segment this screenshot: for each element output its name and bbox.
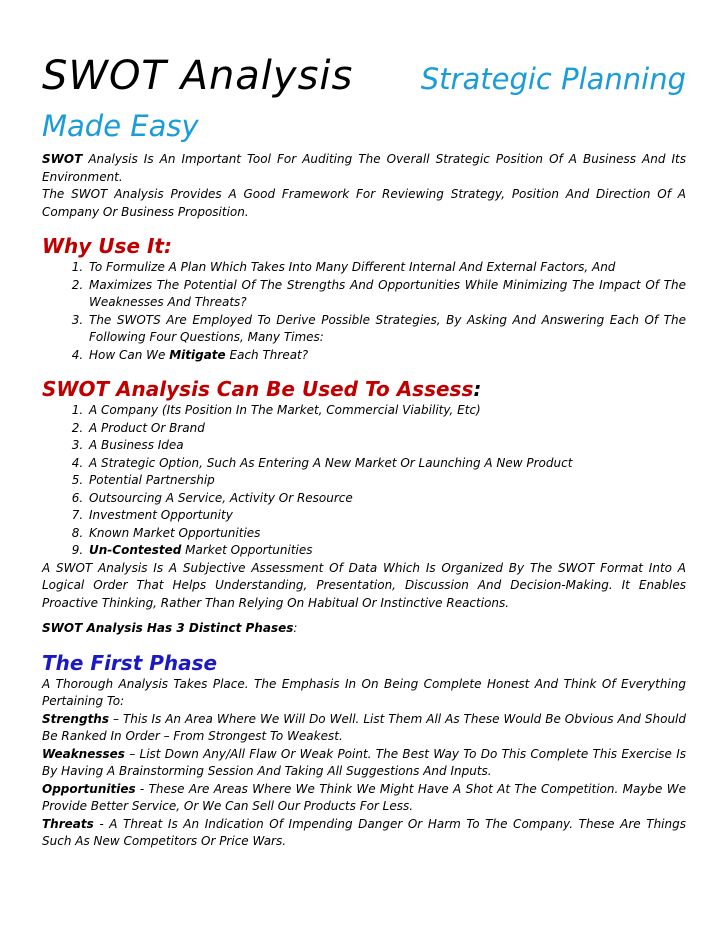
weaknesses-label: Weaknesses [42, 746, 125, 761]
list-item: 1. To Formulize A Plan Which Takes Into Many Different Internal And External Factors, And [87, 259, 686, 277]
list-item: 5. Potential Partnership [87, 472, 686, 490]
phases-bold: SWOT Analysis Has 3 Distinct Phases [42, 621, 294, 635]
opportunities-text: - These Are Areas Where We Think We Might Have A Shot At The Competition. Maybe We Provide Better Service, Or We Can Sell Our Products For Less. [42, 781, 686, 813]
document-title [42, 50, 686, 105]
opportunities-label: Opportunities [42, 781, 136, 796]
intro-p1-text: Analysis Is An Important Tool For Auditing The Overall Strategic Position Of A Business And Its Environment. [42, 152, 686, 184]
first-phase-heading: The First Phase [42, 650, 218, 675]
threats-text: - A Threat Is An Indication Of Impending Danger Or Harm To The Company. These Are Things Such As New Competitors Or Price Wars. [42, 816, 686, 848]
weaknesses-paragraph [42, 746, 686, 781]
list-item: 8. Known Market Opportunities [87, 525, 686, 543]
threats-paragraph [42, 816, 686, 851]
title-main: SWOT Analysis [42, 53, 354, 99]
item-text: Each Threat? [225, 347, 309, 362]
strengths-paragraph [42, 711, 686, 746]
assess-heading-text: SWOT Analysis Can Be Used To Assess [42, 377, 474, 401]
weaknesses-text: – List Down Any/All Flaw Or Weak Point. The Best Way To Do This Complete This Exercise Is By Having A Brainstorming Session And Taking All Suggestions And Inputs. [42, 746, 686, 778]
assess-heading-colon: : [473, 377, 482, 401]
assess-heading [42, 376, 686, 402]
phases-colon: : [293, 621, 298, 635]
intro-paragraph-2: The SWOT Analysis Provides A Good Framework For Reviewing Strategy, Position And Direction Of A Company Or Business Proposition. [42, 187, 686, 219]
intro-paragraph-1 [42, 151, 686, 186]
opportunities-paragraph [42, 781, 686, 816]
list-item: 2. A Product Or Brand [87, 420, 686, 438]
item-bold-text: Un-Contested [89, 543, 182, 557]
list-item [87, 347, 686, 365]
strengths-text: – This Is An Area Where We Will Do Well. List Them All As These Would Be Obvious And Should Be Ranked In Order – From Strongest To Weakest. [42, 711, 686, 743]
list-item: 7. Investment Opportunity [87, 507, 686, 525]
why-use-list [42, 259, 686, 364]
why-use-heading: Why Use It: [42, 234, 172, 258]
item-bold-text: Mitigate [169, 347, 226, 362]
title-subtitle-part1: Strategic Planning [420, 62, 686, 96]
phases-line [42, 620, 686, 638]
title-subtitle-part2: Made Easy [42, 109, 199, 143]
assess-summary: A SWOT Analysis Is A Subjective Assessment Of Data Which Is Organized By The SWOT Format Into A Logical Order That Helps Understanding, Presentation, Discussion And Decision-Making. It Enables Proactive Thinking, Rather Than Relying On Habitual Or Instinctive Reactions. [42, 560, 686, 610]
assess-list [42, 402, 686, 560]
list-item [87, 542, 686, 560]
list-item: 3. A Business Idea [87, 437, 686, 455]
intro-bold-word: SWOT [42, 152, 83, 166]
list-item: 3. The SWOTS Are Employed To Derive Possible Strategies, By Asking And Answering Each Of The Following Four Questions, Many Times: [87, 312, 686, 347]
list-item: 1. A Company (Its Position In The Market, Commercial Viability, Etc) [87, 402, 686, 420]
item-text: How Can We [89, 347, 170, 362]
first-phase-intro: A Thorough Analysis Takes Place. The Emphasis In On Being Complete Honest And Think Of Everything Pertaining To: [42, 676, 686, 708]
list-item: 6. Outsourcing A Service, Activity Or Resource [87, 490, 686, 508]
strengths-label: Strengths [42, 711, 109, 726]
list-item: 4. A Strategic Option, Such As Entering A New Market Or Launching A New Product [87, 455, 686, 473]
item-text: Market Opportunities [181, 543, 313, 557]
threats-label: Threats [42, 816, 94, 831]
list-item: 2. Maximizes The Potential Of The Strengths And Opportunities While Minimizing The Impact Of The Weaknesses And Threats? [87, 277, 686, 312]
